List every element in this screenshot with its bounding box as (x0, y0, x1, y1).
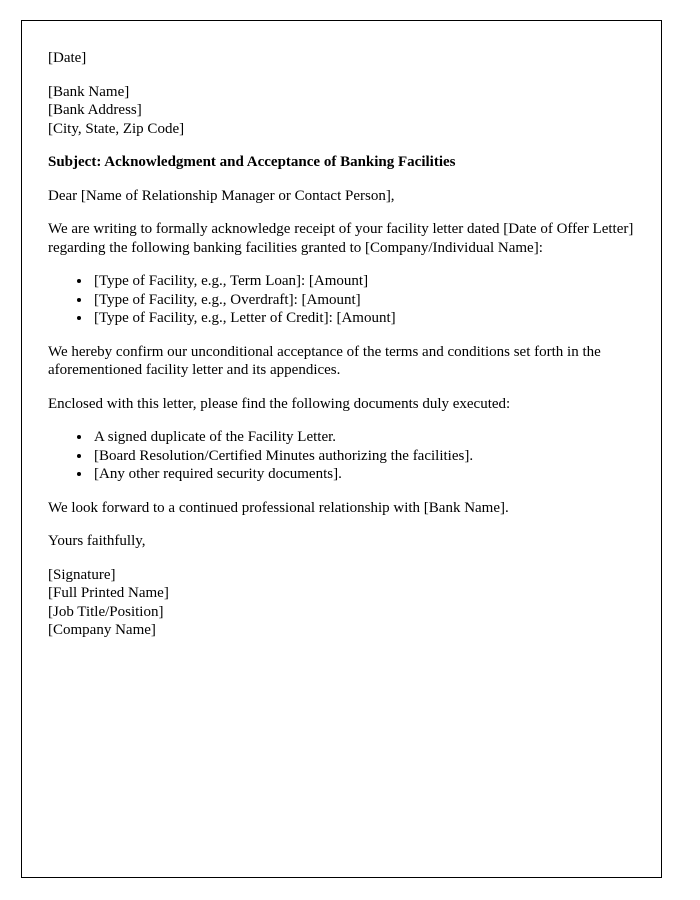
intro-paragraph: We are writing to formally acknowledge receipt of your facility letter dated [Date of Offer Letter] regarding the following banking facilities granted to [Company/Individual Name]: (48, 221, 634, 256)
salutation-line: Dear [Name of Relationship Manager or Contact Person], (48, 187, 395, 204)
signature-block (48, 566, 635, 640)
enclosed-document-item: • [Any other required security documents]. (92, 465, 635, 484)
bank-address-line: [Bank Address] (48, 102, 142, 118)
enclosed-paragraph: Enclosed with this letter, please find the following documents duly executed: (48, 395, 511, 412)
closing-paragraph: We look forward to a continued professional relationship with [Bank Name]. (48, 499, 509, 516)
bank-city-line: [City, State, Zip Code] (48, 120, 185, 137)
printed-name-line: [Full Printed Name] (48, 585, 169, 601)
enclosed-document-item: • [Board Resolution/Certified Minutes authorizing the facilities]. (92, 447, 635, 466)
signature-line: [Signature] (48, 566, 116, 583)
confirmation-paragraph: We hereby confirm our unconditional acceptance of the terms and conditions set forth in the aforementioned facility letter and its appendices. (48, 343, 601, 378)
valediction-line: Yours faithfully, (48, 533, 146, 549)
facility-item: • [Type of Facility, e.g., Letter of Credit]: [Amount] (92, 309, 635, 328)
enclosed-document-item: • A signed duplicate of the Facility Letter. (92, 428, 635, 447)
subject-line: Subject: Acknowledgment and Acceptance of Banking Facilities (48, 154, 456, 170)
bank-address-block (48, 83, 635, 139)
bank-name-line: [Bank Name] (48, 83, 130, 100)
facility-item: • [Type of Facility, e.g., Overdraft]: [Amount] (92, 291, 635, 310)
facility-item: • [Type of Facility, e.g., Term Loan]: [Amount] (92, 272, 635, 291)
company-name-line: [Company Name] (48, 622, 156, 638)
letter-page (21, 20, 662, 878)
date-line: [Date] (48, 50, 87, 66)
enclosed-documents-list (48, 428, 635, 484)
job-title-line: [Job Title/Position] (48, 603, 164, 620)
facilities-list (48, 272, 635, 328)
